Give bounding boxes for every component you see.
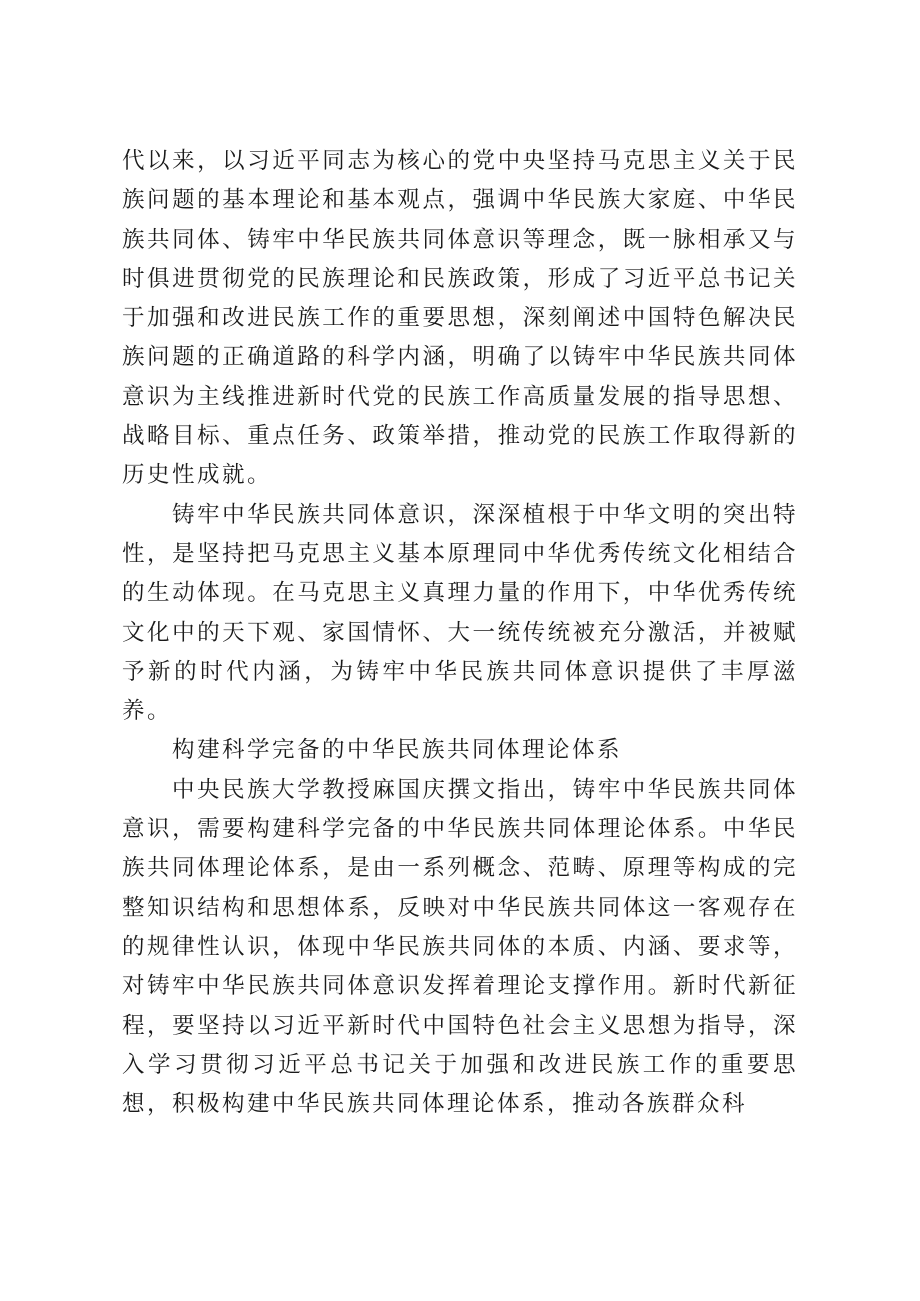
paragraph-continuation: 代以来，以习近平同志为核心的党中央坚持马克思主义关于民族问题的基本理论和基本观点，强调中华民族大家庭、中华民族共同体、铸牢中华民族共同体意识等理念，既一脉相承又与时俱进贯彻党的民族理论和民族政策，形成了习近平总书记关于加强和改进民族工作的重要思想，深刻阐述中国特色解决民族问题的正确道路的科学内涵，明确了以铸牢中华民族共同体意识为主线推进新时代党的民族工作高质量发展的指导思想、战略目标、重点任务、政策举措，推动党的民族工作取得新的历史性成就。 bbox=[122, 148, 798, 489]
paragraph-theory-system: 中央民族大学教授麻国庆撰文指出，铸牢中华民族共同体意识，需要构建科学完备的中华民族共同体理论体系。中华民族共同体理论体系，是由一系列概念、范畴、原理等构成的完整知识结构和思想体系，反映对中华民族共同体这一客观存在的规律性认识，体现中华民族共同体的本质、内涵、要求等，对铸牢中华民族共同体意识发挥着理论支撑作用。新时代新征程，要坚持以习近平新时代中国特色社会主义思想为指导，深入学习贯彻习近平总书记关于加强和改进民族工作的重要思想，积极构建中华民族共同体理论体系，推动各族群众科 bbox=[122, 776, 798, 1118]
paragraph-forging-awareness: 铸牢中华民族共同体意识，深深植根于中华文明的突出特性，是坚持把马克思主义基本原理同中华优秀传统文化相结合的生动体现。在马克思主义真理力量的作用下，中华优秀传统文化中的天下观、家国情怀、大一统传统被充分激活，并被赋予新的时代内涵，为铸牢中华民族共同体意识提供了丰厚滋养。 bbox=[122, 501, 798, 725]
document-body bbox=[122, 142, 798, 1124]
section-heading: 构建科学完备的中华民族共同体理论体系 bbox=[172, 737, 623, 764]
